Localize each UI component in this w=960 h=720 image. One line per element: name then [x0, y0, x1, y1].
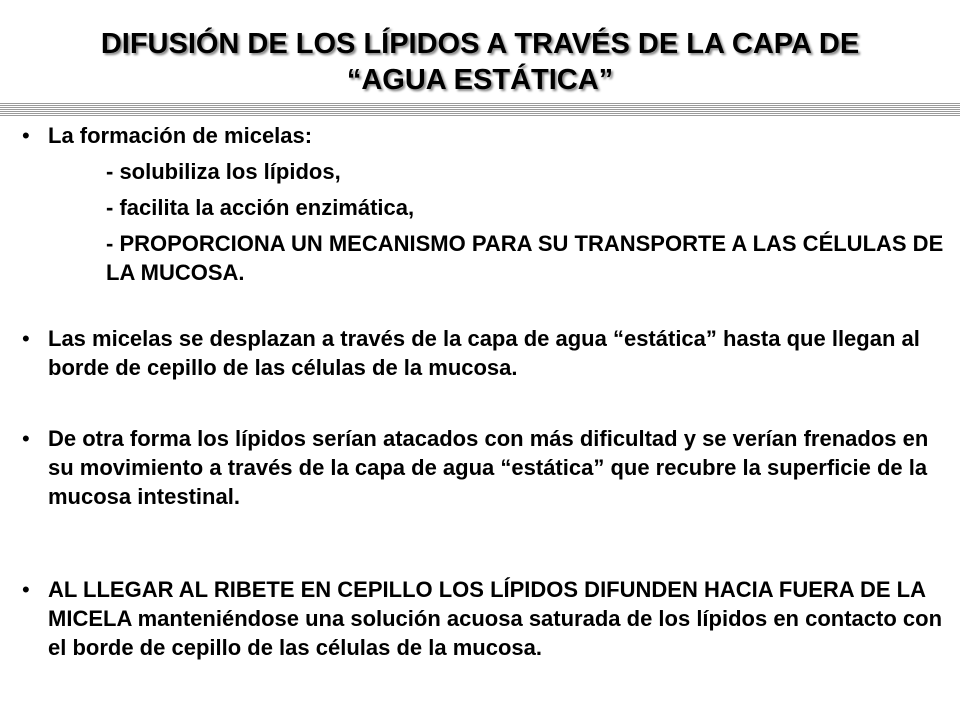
bullet-text: La formación de micelas: — [48, 123, 313, 148]
title-line-1: DIFUSIÓN DE LOS LÍPIDOS A TRAVÉS DE LA CAPA DE — [100, 28, 860, 60]
bullet-marker: • — [22, 123, 30, 148]
sub-item-2: - facilita la acción enzimática, — [106, 195, 415, 220]
bullet-marker: • — [22, 426, 30, 451]
title-divider — [0, 103, 960, 117]
bullet-marker: • — [22, 326, 30, 351]
title-line-2: “AGUA ESTÁTICA” — [346, 64, 614, 96]
slide-title — [20, 26, 940, 98]
sub-item-3: - PROPORCIONA UN MECANISMO PARA SU TRANSPORTE A LAS CÉLULAS DE LA MUCOSA. — [106, 231, 944, 285]
bullet-marker: • — [22, 577, 30, 602]
bullet-text: AL LLEGAR AL RIBETE EN CEPILLO LOS LÍPIDOS DIFUNDEN HACIA FUERA DE LA MICELA manteniéndose una solución acuosa saturada de los lípidos en contacto con el borde de cepillo de las células de la mucosa. — [48, 577, 943, 660]
bullet-text: De otra forma los lípidos serían atacados con más dificultad y se verían frenados en su movimiento a través de la capa de agua “estática” que recubre la superficie de la mucosa intestinal. — [48, 426, 929, 509]
bullet-text: Las micelas se desplazan a través de la capa de agua “estática” hasta que llegan al borde de cepillo de las células de la mucosa. — [48, 326, 920, 380]
sub-item-1: - solubiliza los lípidos, — [106, 159, 341, 184]
